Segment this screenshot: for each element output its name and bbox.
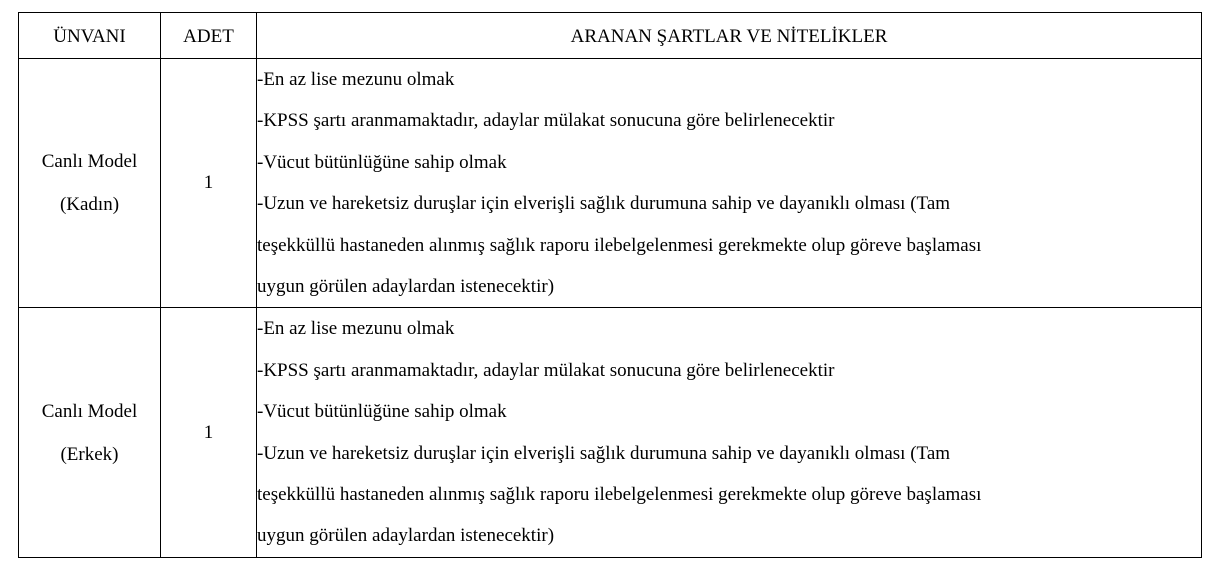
table-header [19,13,1202,59]
position-title-cell [19,59,161,308]
requirement-line: -En az lise mezunu olmak [257,318,455,340]
header-row [19,13,1202,59]
requirement-line: -Uzun ve hareketsiz duruşlar için elverişli sağlık durumuna sahip ve dayanıklı olması (Tam [257,193,951,215]
position-title: Canlı Model [41,400,138,422]
requirement-line: -Vücut bütünlüğüne sahip olmak [257,401,507,423]
position-title-cell [19,308,161,557]
header-title: ÜNVANI [19,13,161,59]
position-count: 1 [161,59,257,308]
header-count: ADET [161,13,257,59]
position-count: 1 [161,308,257,557]
requirements-cell [257,308,1202,557]
requirements-cell [257,59,1202,308]
table-row [19,308,1202,557]
requirement-line: uygun görülen adaylardan istenecektir) [257,276,555,298]
position-subtitle: (Erkek) [60,443,119,465]
requirements-table [18,12,1202,558]
requirement-line: -KPSS şartı aranmamaktadır, adaylar mülakat sonucuna göre belirlenecektir [257,110,835,132]
header-requirements: ARANAN ŞARTLAR VE NİTELİKLER [257,13,1202,59]
requirement-line: -Uzun ve hareketsiz duruşlar için elverişli sağlık durumuna sahip ve dayanıklı olması (Tam [257,442,951,464]
table-body [19,59,1202,558]
requirement-line: -KPSS şartı aranmamaktadır, adaylar mülakat sonucuna göre belirlenecektir [257,359,835,381]
position-title: Canlı Model [41,151,138,173]
requirement-line: teşekküllü hastaneden alınmış sağlık raporu ilebelgelenmesi gerekmekte olup göreve başlaması [257,484,982,506]
table-row [19,59,1202,308]
requirement-line: -En az lise mezunu olmak [257,69,455,90]
position-subtitle: (Kadın) [59,194,120,216]
requirement-line: uygun görülen adaylardan istenecektir) [257,525,555,547]
requirement-line: teşekküllü hastaneden alınmış sağlık raporu ilebelgelenmesi gerekmekte olup göreve başlaması [257,234,982,256]
requirement-line: -Vücut bütünlüğüne sahip olmak [257,151,507,173]
